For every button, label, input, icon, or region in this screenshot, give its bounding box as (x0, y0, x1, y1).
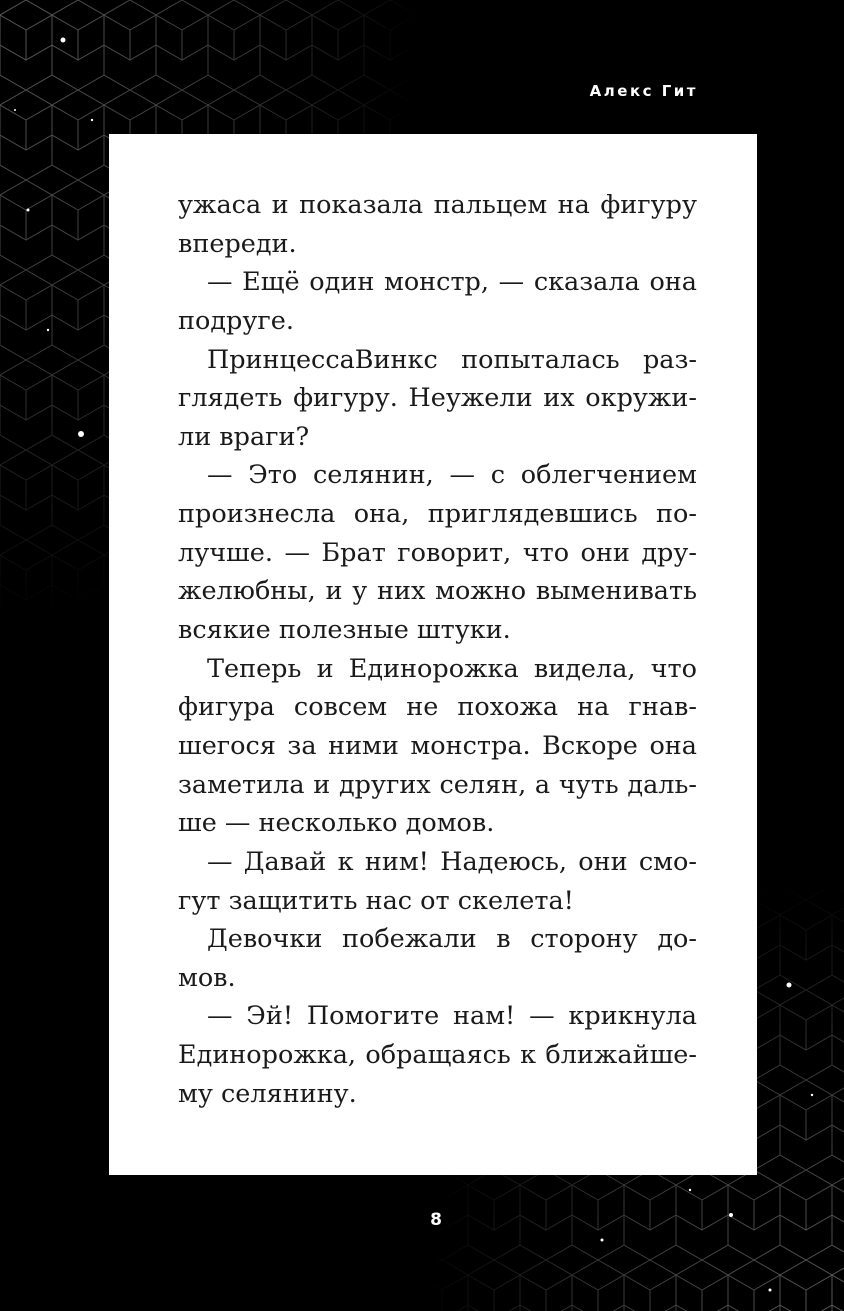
text-line: — Давай к ним! Надеюсь, они смо- (207, 846, 697, 877)
text-line: фигура совсем не похожа на гнав- (178, 692, 697, 723)
text-line: ли враги? (178, 421, 310, 452)
text-line: подруге. (178, 305, 294, 336)
text-line: произнесла она, приглядевшись по- (178, 499, 697, 530)
text-line: всякие полезные штуки. (178, 615, 511, 646)
text-line: шегося за ними монстра. Вскоре она (178, 730, 697, 761)
text-line: мов. (178, 962, 236, 993)
text-line: ше — несколько домов. (178, 808, 495, 839)
text-line: — Ещё один монстр, — сказала она (207, 267, 697, 298)
body-text (178, 186, 697, 1113)
text-line: — Эй! Помогите нам! — крикнула (207, 1001, 697, 1032)
text-line: Теперь и Единорожка видела, что (207, 653, 697, 684)
text-line: ПринцессаВинкс попыталась раз- (207, 344, 697, 375)
running-header-author: Алекс Гит (589, 82, 698, 100)
text-line: му селянину. (178, 1078, 357, 1109)
text-line: — Это селянин, — с облегчением (207, 460, 697, 491)
text-line: Единорожка, обращаясь к ближайше- (178, 1040, 697, 1071)
page-number: 8 (430, 1210, 442, 1230)
text-line: Девочки побежали в сторону до- (207, 924, 697, 955)
text-line: гут защитить нас от скелета! (178, 885, 574, 916)
text-line: заметила и других селян, а чуть даль- (178, 769, 697, 800)
text-line: глядеть фигуру. Неужели их окружи- (178, 383, 697, 414)
text-line: желюбны, и у них можно выменивать (178, 576, 697, 607)
text-line: впереди. (178, 228, 297, 259)
text-line: ужаса и показала пальцем на фигуру (178, 190, 697, 220)
text-line: лучше. — Брат говорит, что они дру- (178, 537, 697, 568)
text-panel (109, 134, 757, 1175)
